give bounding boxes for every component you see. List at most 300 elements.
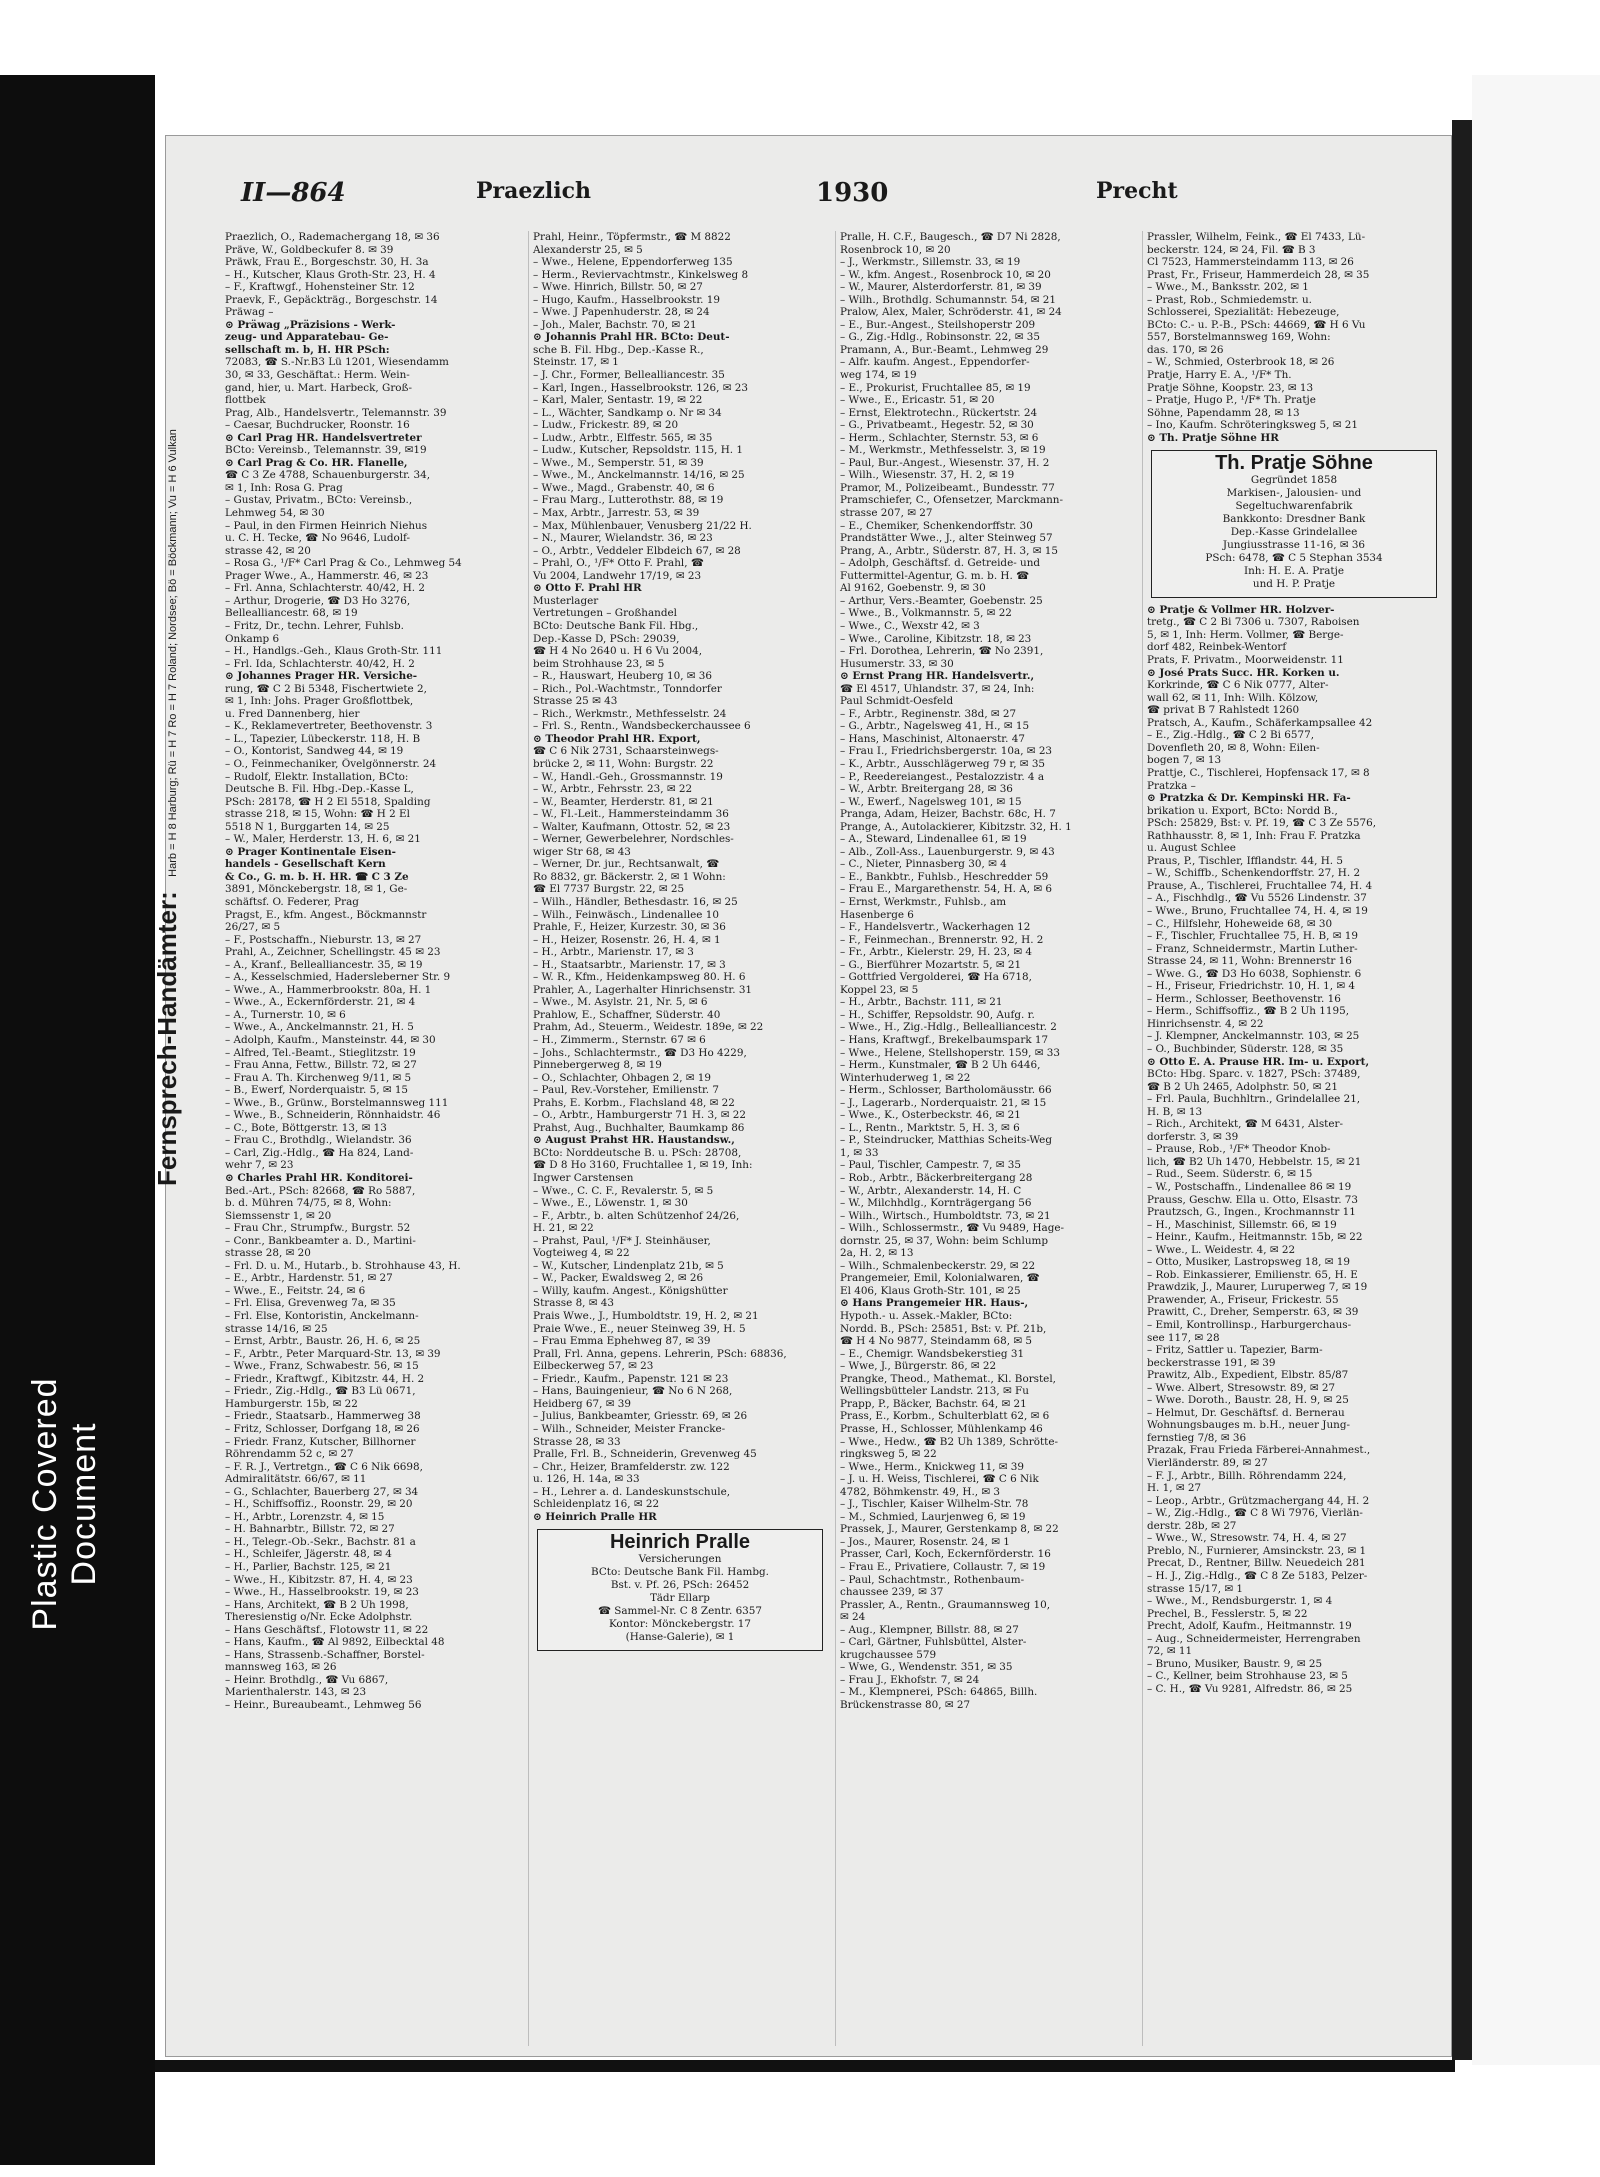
- directory-entry: Wellingsbütteler Landstr. 213, ✉ Fu: [840, 1385, 1029, 1398]
- advertisement-line: Dep.-Kasse Grindelallee: [1230, 525, 1358, 538]
- directory-entry: brikation u. Export, BCto: Nordd B.,: [1147, 804, 1338, 817]
- directory-entry: ✉ 24: [840, 1611, 866, 1624]
- directory-entry: derstr. 28b, ✉ 27: [1147, 1519, 1237, 1532]
- directory-entry: Prass, E., Korbm., Schulterblatt 62, ✉ 6: [840, 1410, 1050, 1423]
- directory-entry: ⊙ Heinrich Pralle HR: [533, 1510, 657, 1523]
- directory-entry: Prassek, J., Maurer, Gerstenkamp 8, ✉ 22: [840, 1523, 1059, 1536]
- directory-entry: Eilbeckerweg 57, ✉ 23: [533, 1360, 654, 1373]
- directory-entry: – Wwe., Magd., Grabenstr. 40, ✉ 6: [533, 481, 715, 494]
- directory-entry: ringksweg 5, ✉ 22: [840, 1448, 937, 1461]
- directory-entry: – Julius, Bankbeamter, Griesstr. 69, ✉ 26: [533, 1410, 748, 1423]
- directory-entry: – Wwe. Albert, Stresowstr. 89, ✉ 27: [1147, 1381, 1336, 1394]
- directory-entry: ⊙ Otto F. Prahl HR: [533, 582, 642, 595]
- directory-entry: – C. H., ☎ Vu 9281, Alfredstr. 86, ✉ 25: [1147, 1682, 1353, 1695]
- directory-entry: – Ludw., Frickestr. 89, ✉ 20: [533, 419, 679, 432]
- directory-entry: – W., Maurer, Alsterdorferstr. 81, ✉ 39: [840, 281, 1042, 294]
- header-right-word: Precht: [1096, 178, 1178, 204]
- directory-entry: – M., Schmied, Laurjenweg 6, ✉ 19: [840, 1510, 1026, 1523]
- directory-entry: – Franz, Schneidermstr., Martin Luther-: [1147, 942, 1358, 955]
- directory-entry: ☎ H 4 No 9877, Steindamm 68, ✉ 5: [840, 1335, 1032, 1348]
- directory-entry: – Ernst, Werkmstr., Fuhlsb., am: [840, 895, 1007, 908]
- directory-entry: Pranga, Adam, Heizer, Bachstr. 68c, H. 7: [840, 808, 1056, 821]
- directory-entry: – Otto, Musiker, Lastropsweg 18, ✉ 19: [1147, 1256, 1350, 1269]
- directory-entry: Praevk, F., Gepäckträg., Borgeschstr. 14: [225, 293, 438, 306]
- directory-entry: – Paul, in den Firmen Heinrich Niehus: [225, 519, 428, 532]
- directory-entry: flottbek: [225, 394, 266, 407]
- directory-entry: – Wwe., H., Kibitzstr. 87, H. 4, ✉ 23: [225, 1573, 413, 1586]
- directory-entry: – W., Arbtr. Breitergang 28, ✉ 36: [840, 783, 1013, 796]
- directory-entry: – Frau J., Ekhofstr. 7, ✉ 24: [840, 1673, 980, 1686]
- directory-entry: weg 174, ✉ 19: [840, 369, 917, 382]
- directory-entry: Prapp, P., Bäcker, Bachstr. 64, ✉ 21: [840, 1397, 1027, 1410]
- directory-entry: – Pratje, Hugo P., ¹/F* Th. Pratje: [1147, 394, 1316, 407]
- directory-entry: – Rich., Pol.-Wachtmstr., Tonndorfer: [533, 682, 722, 695]
- directory-entry: – Wwe. G., ☎ D3 Ho 6038, Sophienstr. 6: [1147, 967, 1362, 980]
- directory-entry: – L., Tapezier, Lübeckerstr. 118, H. B: [225, 732, 421, 745]
- directory-entry: Prazak, Frau Frieda Färberei-Annahmest.,: [1147, 1444, 1371, 1457]
- directory-entry: Nordd. B., PSch: 25851, Bst: v. Pf. 21b,: [840, 1322, 1047, 1335]
- directory-entry: mannsweg 163, ✉ 26: [225, 1661, 337, 1674]
- directory-entry: Prangke, Theod., Mathemat., Kl. Borstel,: [840, 1372, 1056, 1385]
- directory-entry: ☎ D 8 Ho 3160, Fruchtallee 1, ✉ 19, Inh:: [533, 1159, 753, 1172]
- directory-entry: 5, ✉ 1, Inh: Herm. Vollmer, ☎ Berge-: [1147, 628, 1344, 641]
- directory-entry: Rosenbrock 10, ✉ 20: [840, 243, 951, 256]
- directory-entry: – L., Rentn., Marktstr. 5, H. 3, ✉ 6: [840, 1121, 1020, 1134]
- directory-entry: Pratsch, A., Kaufm., Schäferkampsallee 42: [1147, 716, 1373, 729]
- directory-entry: u. 126, H. 14a, ✉ 33: [533, 1473, 640, 1486]
- advertisement-line: Tädr Ellarp: [650, 1591, 710, 1604]
- directory-entry: Pralow, Alex, Maler, Schröderstr. 41, ✉ 24: [840, 306, 1062, 319]
- directory-entry: – Wwe., C., Wexstr 42, ✉ 3: [840, 619, 980, 632]
- directory-entry: Röhrendamm 52 c, ✉ 27: [225, 1448, 354, 1461]
- directory-entry: Prahst, Aug., Buchhalter, Baumkamp 86: [533, 1121, 745, 1134]
- directory-entry: 2a, H. 2, ✉ 13: [840, 1247, 914, 1260]
- directory-entry: Strasse 8, ✉ 43: [533, 1297, 615, 1310]
- directory-entry: – Ernst, Arbtr., Baustr. 26, H. 6, ✉ 25: [225, 1335, 421, 1348]
- directory-entry: – Wwe., B., Grünw., Borstelmannsweg 111: [225, 1096, 449, 1109]
- directory-entry: Prauss, Geschw. Ella u. Otto, Elsastr. 73: [1147, 1193, 1359, 1206]
- directory-entry: – F., Arbtr., Reginenstr. 38d, ✉ 27: [840, 707, 1017, 720]
- directory-entry: – Gustav, Privatm., BCto: Vereinsb.,: [225, 494, 413, 507]
- directory-entry: – Wwe., C. C. F., Revalerstr. 5, ✉ 5: [533, 1184, 714, 1197]
- directory-entry: Paul Schmidt-Oesfeld: [840, 695, 954, 708]
- directory-entry: – E., Bankbtr., Fuhlsb., Heschredder 59: [840, 870, 1049, 883]
- directory-entry: Hinrichsenstr. 4, ✉ 22: [1147, 1017, 1264, 1030]
- directory-entry: – Friedr., Staatsarb., Hammerweg 38: [225, 1410, 421, 1423]
- directory-entry: strasse 218, ✉ 15, Wohn: ☎ H 2 El: [225, 808, 410, 821]
- directory-entry: strasse 28, ✉ 20: [225, 1247, 311, 1260]
- directory-entry: Prag, Alb., Handelsvertr., Telemannstr. 39: [225, 406, 447, 419]
- directory-entry: – Fritz, Dr., techn. Lehrer, Fuhlsb.: [225, 619, 404, 632]
- directory-entry: – Wwe., M., Rendsburgerstr. 1, ✉ 4: [1147, 1595, 1333, 1608]
- directory-entry: – Wilh., Wiesenstr. 37, H. 2, ✉ 19: [840, 469, 1015, 482]
- directory-entry: ⊙ Ernst Prang HR. Handelsvertr.,: [840, 670, 1035, 683]
- directory-entry: – F., Feinmechan., Brennerstr. 92, H. 2: [840, 933, 1044, 946]
- directory-entry: – Karl, Ingen., Hasselbrookstr. 126, ✉ 23: [533, 381, 748, 394]
- directory-entry: – Werner, Gewerbelehrer, Nordschles-: [533, 833, 734, 846]
- directory-entry: Prawdzik, J., Maurer, Luruperweg 7, ✉ 19: [1147, 1281, 1368, 1294]
- directory-entry: – W., Arbtr., Alexanderstr. 14, H. C: [840, 1184, 1022, 1197]
- directory-entry: – Wwe., K., Osterbeckstr. 46, ✉ 21: [840, 1109, 1021, 1122]
- directory-entry: rung, ☎ C 2 Bi 5348, Fischertwiete 2,: [225, 682, 427, 695]
- directory-entry: – Wwe., Franz, Schwabestr. 56, ✉ 15: [225, 1360, 419, 1373]
- directory-entry: Koppel 23, ✉ 5: [840, 983, 919, 996]
- directory-entry: Futtermittel-Agentur, G. m. b. H. ☎: [840, 569, 1030, 582]
- directory-entry: – Gottfried Vergolderei, ☎ Ha 6718,: [840, 971, 1032, 984]
- directory-entry: – Frau Chr., Strumpfw., Burgstr. 52: [225, 1222, 411, 1235]
- directory-entry: PSch: 25829, Bst: v. Pf. 19, ☎ C 3 Ze 5576,: [1147, 817, 1377, 830]
- directory-entry: – E., Zig.-Hdlg., ☎ C 2 Bi 6577,: [1147, 729, 1315, 742]
- directory-entry: – Wwe., M., Banksstr. 202, ✉ 1: [1147, 281, 1309, 294]
- directory-entry: – Heinr., Kaufm., Heitmannstr. 15b, ✉ 22: [1147, 1231, 1363, 1244]
- directory-entry: & Co., G. m. b. H. HR. ☎ C 3 Ze: [225, 870, 409, 883]
- directory-entry: – Wilh., Schmalenbeckerstr. 29, ✉ 22: [840, 1259, 1036, 1272]
- directory-entry: ☎ El 7737 Burgstr. 22, ✉ 25: [533, 883, 685, 896]
- directory-entry: Schlosserei, Spezialität: Hebezeuge,: [1147, 306, 1340, 319]
- directory-entry: – Friedr., Zig.-Hdlg., ☎ B3 Lü 0671,: [225, 1385, 416, 1398]
- directory-entry: – Rob. Einkassierer, Emilienstr. 65, H. E: [1147, 1268, 1358, 1281]
- directory-entry: – Wwe., E., Ericastr. 51, ✉ 20: [840, 394, 995, 407]
- directory-entry: – W., Schmied, Osterbrook 18, ✉ 26: [1147, 356, 1335, 369]
- directory-entry: Preblo, N., Furnierer, Amsinckstr. 23, ✉ 1: [1147, 1544, 1367, 1557]
- directory-entry: – Hugo, Kaufm., Hasselbrookstr. 19: [533, 293, 720, 306]
- directory-entry: – Frl. Paula, Buchhltrn., Grindelallee 21,: [1147, 1093, 1361, 1106]
- directory-entry: – Frl. S., Rentn., Wandsbeckerchaussee 6: [533, 720, 751, 733]
- directory-entry: – Friedr., Kaufm., Papenstr. 121 ✉ 23: [533, 1372, 729, 1385]
- directory-entry: lich, ☎ B2 Uh 1470, Hebbelstr. 15, ✉ 21: [1147, 1155, 1362, 1168]
- directory-entry: – Wwe., M., Anckelmannstr. 14/16, ✉ 25: [533, 469, 745, 482]
- directory-entry: Ro 8832, gr. Bäckerstr. 2, ✉ 1 Wohn:: [533, 870, 726, 883]
- directory-entry: ⊙ Otto E. A. Prause HR. Im- u. Export,: [1147, 1055, 1370, 1068]
- directory-entry: – Wwe., E., Feitstr. 24, ✉ 6: [225, 1284, 366, 1297]
- directory-entry: – C., Hilfslehr, Hoheweide 68, ✉ 30: [1147, 917, 1333, 930]
- directory-entry: – Hans, Maschinist, Altonaerstr. 47: [840, 732, 1025, 745]
- directory-entry: – H., Schiffsoffiz., Roonstr. 29, ✉ 20: [225, 1498, 413, 1511]
- directory-entry: – Adolph, Geschäftsf. d. Getreide- und: [840, 557, 1041, 570]
- directory-entry: BCto: Vereinsb., Telemannstr. 39, ✉19: [225, 444, 427, 457]
- overlay-label-main: Plastic Covered Document: [26, 1377, 103, 1631]
- directory-entry: – Frau Marg., Lutterothstr. 88, ✉ 19: [533, 494, 724, 507]
- directory-entry: Pralle, H. C.F., Baugesch., ☎ D7 Ni 2828,: [840, 231, 1061, 243]
- advertisement-line: Segeltuchwarenfabrik: [1235, 499, 1353, 512]
- directory-entry: Husumerstr. 33, ✉ 30: [840, 657, 954, 670]
- directory-entry: – Frl. Dorothea, Lehrerin, ☎ No 2391,: [840, 645, 1044, 658]
- directory-entry: Vierländerstr. 89, ✉ 27: [1147, 1457, 1268, 1470]
- directory-entry: 4782, Böhmkenstr. 49, H., ✉ 3: [840, 1485, 1000, 1498]
- directory-entry: – C., Bote, Böttgerstr. 13, ✉ 13: [225, 1121, 387, 1134]
- directory-entry: – Max, Arbtr., Jarrestr. 53, ✉ 39: [533, 507, 700, 520]
- directory-entry: gand, hier, u. Mart. Harbeck, Groß-: [225, 381, 412, 394]
- advertisement-box: [537, 1529, 823, 1651]
- directory-entry: – J., Lagerarb., Norderquaistr. 21, ✉ 15: [840, 1096, 1047, 1109]
- advertisement-line: Inh: H. E. A. Pratje: [1244, 564, 1344, 577]
- directory-entry: – Karl, Maler, Sentastr. 19, ✉ 22: [533, 394, 703, 407]
- directory-entry: ⊙ Prager Kontinentale Eisen-: [225, 845, 396, 858]
- directory-entry: – Rosa G., ¹/F* Carl Prag & Co., Lehmweg 54: [225, 557, 462, 570]
- directory-entry: – P., Reedereiangest., Pestalozzistr. 4 a: [840, 770, 1045, 783]
- advertisement-line: Bankkonto: Dresdner Bank: [1222, 512, 1366, 525]
- directory-entry: Strasse 28, ✉ 33: [533, 1435, 621, 1448]
- directory-entry: Admiralitätstr. 66/67, ✉ 11: [225, 1473, 367, 1486]
- directory-entry: Prawitt, C., Dreher, Semperstr. 63, ✉ 39: [1147, 1306, 1359, 1319]
- directory-entry: – Wwe., A., Eckernförderstr. 21, ✉ 4: [225, 996, 416, 1009]
- advertisement-line: Jungiusstrasse 11-16, ✉ 36: [1222, 538, 1366, 551]
- directory-entry: – Frau Emma Ephehweg 87, ✉ 39: [533, 1335, 711, 1348]
- directory-entry: – W., Milchhdlg., Kornträgergang 56: [840, 1197, 1032, 1210]
- directory-entry: – A., Steward, Lindenallee 61, ✉ 19: [840, 833, 1027, 846]
- directory-entry: – J., Tischler, Kaiser Wilhelm-Str. 78: [840, 1498, 1029, 1511]
- directory-entry: – Wwe., Helene, Eppendorferweg 135: [533, 256, 733, 269]
- directory-entry: – H., Schleifer, Jägerstr. 48, ✉ 4: [225, 1548, 392, 1561]
- directory-entry: – Fritz, Sattler u. Tapezier, Barm-: [1147, 1344, 1323, 1357]
- directory-entry: – Wwe., H., Zig.-Hdlg., Bellealliancestr. 2: [840, 1021, 1057, 1034]
- directory-entry: – F., Kraftwgf., Hohensteiner Str. 12: [225, 281, 415, 294]
- directory-entry: dornstr. 25, ✉ 37, Wohn: beim Schlump: [840, 1234, 1049, 1247]
- directory-entry: – W., Schiffb., Schenkendorffstr. 27, H. 2: [1147, 867, 1361, 880]
- directory-entry: Prahlow, E., Schaffner, Süderstr. 40: [533, 1008, 721, 1021]
- directory-entry: Strasse 24, ✉ 11, Wohn: Brennerstr 16: [1147, 955, 1352, 968]
- directory-entry: Prasser, Carl, Koch, Eckernförderstr. 16: [840, 1548, 1051, 1561]
- left-black-background: [0, 75, 155, 2165]
- directory-entry: – Rob., Arbtr., Bäckerbreitergang 28: [840, 1172, 1033, 1185]
- directory-entry: Prahl, Heinr., Töpfermstr., ☎ M 8822: [533, 231, 731, 243]
- directory-entry: – Wwe., M., Semperstr. 51, ✉ 39: [533, 456, 704, 469]
- directory-entry: – H., Friseur, Friedrichstr. 10, H. 1, ✉ 4: [1147, 980, 1355, 993]
- directory-entry: – Frau A. Th. Kirchenweg 9/11, ✉ 5: [225, 1071, 412, 1084]
- directory-entry: Cl 7523, Hammersteindamm 113, ✉ 26: [1147, 256, 1354, 269]
- directory-entry: – G., Schlachter, Bauerberg 27, ✉ 34: [225, 1485, 419, 1498]
- directory-entry: – Hans, Bauingenieur, ☎ No 6 N 268,: [533, 1385, 733, 1398]
- directory-entry: – E., Arbtr., Hardenstr. 51, ✉ 27: [225, 1272, 393, 1285]
- directory-entry: schäftsf. O. Federer, Prag: [225, 895, 359, 908]
- directory-entry: – Frau Anna, Fettw., Billstr. 72, ✉ 27: [225, 1059, 417, 1072]
- directory-entry: – Bruno, Musiker, Baustr. 9, ✉ 25: [1147, 1657, 1323, 1670]
- fernsprech-codes: Harb = H 8 Harburg; Rü = H 7 Ro = H 7 Roland; Nordsee; Bö = Böckmann; Vu = H 6 Vulkan: [167, 429, 179, 877]
- directory-entry: – Frl. Elisa, Grevenweg 7a, ✉ 35: [225, 1297, 396, 1310]
- directory-entry: BCto: Norddeutsche B. u. PSch: 28708,: [533, 1146, 742, 1159]
- directory-entry: – Wilh., Brothdlg. Schumannstr. 54, ✉ 21: [840, 293, 1056, 306]
- directory-entry: – A., Fischhdlg., ☎ Vu 5526 Lindenstr. 37: [1147, 892, 1367, 905]
- directory-entry: – Paul, Schachtmstr., Rothenbaum-: [840, 1573, 1025, 1586]
- directory-entry: Pinnebergerweg 8, ✉ 19: [533, 1059, 662, 1072]
- directory-entry: – W. R., Kfm., Heidenkampsweg 80. H. 6: [533, 971, 746, 984]
- directory-entry: Alexanderstr 25, ✉ 5: [533, 243, 643, 256]
- directory-entry: Hasenberge 6: [840, 908, 914, 921]
- directory-entry: fernstieg 7/8, ✉ 36: [1147, 1431, 1247, 1444]
- directory-entry: chaussee 239, ✉ 37: [840, 1586, 944, 1599]
- directory-entry: – H., Parlier, Bachstr. 125, ✉ 21: [225, 1560, 392, 1573]
- directory-entry: Ingwer Carstensen: [533, 1172, 634, 1185]
- directory-entry: Pralle, Frl. B., Schneiderin, Grevenweg 45: [533, 1448, 757, 1461]
- directory-entry: – H., Maschinist, Sillemstr. 66, ✉ 19: [1147, 1218, 1337, 1231]
- directory-entry: Prawitz, Alb., Expedient, Elbstr. 85/87: [1147, 1369, 1349, 1382]
- directory-entry: – Wilh., Händler, Bethesdastr. 16, ✉ 25: [533, 895, 738, 908]
- directory-entry: Pratje, Harry E. A., ¹/F* Th.: [1147, 369, 1292, 382]
- directory-entry: Winterhuderweg 1, ✉ 22: [840, 1071, 971, 1084]
- directory-entry: Bed.-Art., PSch: 82668, ☎ Ro 5887,: [225, 1184, 416, 1197]
- page-header: [166, 136, 1451, 208]
- directory-entry: – W., kfm. Angest., Rosenbrock 10, ✉ 20: [840, 268, 1051, 281]
- directory-entry: – F., Handelsvertr., Wackerhagen 12: [840, 921, 1031, 934]
- directory-entry: – P., Steindrucker, Matthias Scheits-Weg: [840, 1134, 1052, 1147]
- directory-entry: – W., Packer, Ewaldsweg 2, ✉ 26: [533, 1272, 704, 1285]
- advertisement-line: Kontor: Mönckebergstr. 17: [608, 1617, 752, 1630]
- directory-entry: – Rich., Architekt, ☎ M 6431, Alster-: [1147, 1118, 1343, 1131]
- directory-entry: Prangemeier, Emil, Kolonialwaren, ☎: [840, 1272, 1040, 1285]
- advertisement-line: Markisen-, Jalousien- und: [1226, 486, 1362, 499]
- directory-entry: – Rud., Seem. Süderstr. 6, ✉ 15: [1147, 1168, 1313, 1181]
- directory-entry: Pratje Söhne, Koopstr. 23, ✉ 13: [1147, 381, 1314, 394]
- directory-entry: Pramor, M., Polizeibeamt., Bundesstr. 77: [840, 481, 1055, 494]
- directory-entry: ☎ B 2 Uh 2465, Adolphstr. 50, ✉ 21: [1147, 1080, 1338, 1093]
- directory-entry: – Wilh., Schneider, Meister Francke-: [533, 1422, 726, 1435]
- directory-entry: BCto: C.- u. P.-B., PSch: 44669, ☎ H 6 Vu: [1147, 318, 1366, 331]
- directory-entry: – E., Chemigr. Wandsbekerstieg 31: [840, 1347, 1025, 1360]
- directory-entry: handels - Gesellschaft Kern: [225, 858, 386, 871]
- advertisement-line: Versicherungen: [638, 1552, 722, 1565]
- directory-entry: – H., Kutscher, Klaus Groth-Str. 23, H. 4: [225, 268, 436, 281]
- directory-entry: – Prahst, Paul, ¹/F* J. Steinhäuser,: [533, 1234, 711, 1247]
- directory-entry: – M., Klempnerei, PSch: 64865, Billh.: [840, 1686, 1038, 1699]
- directory-entry: – Frau E., Privatiere, Collaustr. 7, ✉ 19: [840, 1560, 1046, 1573]
- directory-entry: Prassler, A., Rentn., Graumannsweg 10,: [840, 1598, 1051, 1611]
- directory-entry: – Frl. Anna, Schlachterstr. 40/42, H. 2: [225, 582, 426, 595]
- advertisement-box: [1151, 450, 1437, 598]
- directory-entry: PSch: 28178, ☎ H 2 El 5518, Spalding: [225, 795, 431, 808]
- directory-entry: – H., Heizer, Rosenstr. 26, H. 4, ✉ 1: [533, 933, 721, 946]
- directory-entry: – H., Arbtr., Lorenzstr. 4, ✉ 15: [225, 1510, 385, 1523]
- directory-entry: – Prast, Rob., Schmiedemstr. u.: [1147, 293, 1312, 306]
- directory-entry: – O., Buchbinder, Süderstr. 128, ✉ 35: [1147, 1042, 1344, 1055]
- directory-entry: 72, ✉ 11: [1147, 1645, 1193, 1658]
- directory-entry: – Wwe., E., Löwenstr. 1, ✉ 30: [533, 1197, 688, 1210]
- directory-entry: – J. Klempner, Anckelmannstr. 103, ✉ 25: [1147, 1030, 1360, 1043]
- directory-entry: ☎ El 4517, Uhlandstr. 37, ✉ 24, Inh:: [840, 682, 1035, 695]
- bottom-dark-edge: [155, 2060, 1455, 2072]
- directory-entry: – A., Kesselschmied, Hadersleberner Str. 9: [225, 971, 451, 984]
- advertisement-title: Th. Pratje Söhne: [1215, 452, 1373, 475]
- directory-entry: see 117, ✉ 28: [1147, 1331, 1220, 1344]
- directory-entry: 5518 N 1, Burggarten 14, ✉ 25: [225, 820, 390, 833]
- directory-entry: – Caesar, Buchdrucker, Roonstr. 16: [225, 419, 410, 432]
- directory-entry: Prause, A., Tischlerei, Fruchtallee 74, H. 4: [1147, 879, 1373, 892]
- directory-entry: – W., Handl.-Geh., Grossmannstr. 19: [533, 770, 723, 783]
- directory-entry: ⊙ Charles Prahl HR. Konditorei-: [225, 1172, 413, 1185]
- directory-entry: dorf 482, Reinbek-Wentorf: [1147, 641, 1287, 654]
- directory-entry: Siemssenstr 1, ✉ 20: [225, 1209, 332, 1222]
- directory-entry: – C., Kellner, beim Strohhause 23, ✉ 5: [1147, 1670, 1348, 1683]
- advertisement-title: Heinrich Pralle: [609, 1531, 751, 1554]
- directory-entry: – Arthur, Drogerie, ☎ D3 Ho 3276,: [225, 594, 411, 607]
- directory-entry: – J., Werkmstr., Sillemstr. 33, ✉ 19: [840, 256, 1021, 269]
- directory-entry: strasse 15/17, ✉ 1: [1147, 1582, 1243, 1595]
- directory-entry: – Emil, Kontrollinsp., Harburgerchaus-: [1147, 1319, 1352, 1332]
- directory-entry: – O., Arbtr., Veddeler Elbdeich 67, ✉ 28: [533, 544, 741, 557]
- directory-entry: Heidberg 67, ✉ 39: [533, 1397, 631, 1410]
- directory-entry: – G., Zig.-Hdlg., Robinsonstr. 22, ✉ 35: [840, 331, 1040, 344]
- directory-entry: – W., Zig.-Hdlg., ☎ C 8 Wi 7976, Vierlän-: [1147, 1507, 1363, 1520]
- directory-entry: – Alfr. kaufm. Angest., Eppendorfer-: [840, 356, 1030, 369]
- directory-entry: – H., Zimmerm., Sternstr. 67 ✉ 6: [533, 1034, 706, 1046]
- directory-entry: – Herm., Schlosser, Bartholomäusstr. 66: [840, 1084, 1052, 1097]
- directory-entry: Korkrinde, ☎ C 6 Nik 0777, Alter-: [1147, 679, 1329, 692]
- directory-entry: – Wwe., Herm., Knickweg 11, ✉ 39: [840, 1460, 1025, 1473]
- advertisement-line: Bst. v. Pf. 26, PSch: 26452: [610, 1578, 750, 1591]
- directory-entry: ⊙ August Prahst HR. Haustandsw.,: [533, 1134, 735, 1147]
- directory-entry: – E., Bur.-Angest., Steilshoperstr 209: [840, 318, 1036, 331]
- directory-entry: – Wwe. Hinrich, Billstr. 50, ✉ 27: [533, 281, 703, 294]
- advertisement-line: BCto: Deutsche Bank Fil. Hambg.: [591, 1565, 769, 1578]
- directory-entry: ☎ C 6 Nik 2731, Schaarsteinwegs-: [533, 745, 719, 758]
- directory-entry: – Wwe, J., Bürgerstr. 86, ✉ 22: [840, 1360, 997, 1373]
- directory-entry: 3891, Mönckebergstr. 18, ✉ 1, Ge-: [225, 883, 408, 896]
- directory-entry: Pragst, E., kfm. Angest., Böckmannstr: [225, 908, 427, 921]
- directory-entry: – Wwe., Bruno, Fruchtallee 74, H. 4, ✉ 19: [1147, 904, 1368, 917]
- directory-entry: – J. Chr., Former, Bellealliancestr. 35: [533, 369, 725, 382]
- directory-entry: – Wwe., H., Hasselbrookstr. 19, ✉ 23: [225, 1586, 419, 1599]
- directory-entry: – F., Arbtr., Peter Marquard-Str. 13, ✉ 39: [225, 1347, 441, 1360]
- directory-entry: Dovenfleth 20, ✉ 8, Wohn: Eilen-: [1147, 741, 1320, 754]
- directory-entry: – A., Turnerstr. 10, ✉ 6: [225, 1008, 346, 1021]
- directory-entry: Musterlager: [533, 594, 599, 607]
- directory-entry: 557, Borstelmannsweg 169, Wohn:: [1147, 331, 1331, 344]
- directory-entry: – Herm., Kunstmaler, ☎ B 2 Uh 6446,: [840, 1059, 1041, 1072]
- directory-entry: Rathhausstr. 8, ✉ 1, Inh: Frau F. Pratzka: [1147, 829, 1361, 842]
- directory-entry: – Hans, Architekt, ☎ B 2 Uh 1998,: [225, 1598, 409, 1611]
- directory-entry: – Wwe., B., Volkmannstr. 5, ✉ 22: [840, 607, 1012, 620]
- directory-entry: – Adolph, Kaufm., Mansteinstr. 44, ✉ 30: [225, 1034, 436, 1046]
- directory-entry: Wohnungsbauges m. b.H., neuer Jung-: [1147, 1419, 1351, 1432]
- directory-entry: – J. u. H. Weiss, Tischlerei, ☎ C 6 Nik: [840, 1473, 1039, 1486]
- directory-entry: Prawender, A., Friseur, Frickestr. 55: [1147, 1293, 1339, 1306]
- directory-entry: 1, ✉ 33: [840, 1146, 879, 1159]
- directory-entry: sche B. Fil. Hbg., Dep.-Kasse R.,: [533, 343, 704, 356]
- directory-entry: – Paul, Tischler, Campestr. 7, ✉ 35: [840, 1159, 1022, 1172]
- directory-entry: Prast, Fr., Friseur, Hammerdeich 28, ✉ 35: [1147, 268, 1370, 281]
- directory-entry: Vertretungen – Großhandel: [533, 607, 677, 620]
- directory-entry: – H., Arbtr., Bachstr. 111, ✉ 21: [840, 996, 1003, 1009]
- directory-entry: Brückenstrasse 80, ✉ 27: [840, 1698, 971, 1711]
- directory-entry: Schleidenplatz 16, ✉ 22: [533, 1498, 660, 1511]
- directory-entry: – Prause, Rob., ¹/F* Theodor Knob-: [1147, 1143, 1331, 1156]
- directory-entry: ⊙ Th. Pratje Söhne HR: [1147, 431, 1279, 444]
- directory-entry: – N., Maurer, Wielandstr. 36, ✉ 23: [533, 532, 713, 545]
- directory-entry: – Aug., Klempner, Billstr. 88, ✉ 27: [840, 1623, 1019, 1636]
- directory-entry: ⊙ Pratje & Vollmer HR. Holzver-: [1147, 603, 1335, 616]
- directory-entry: Pramschiefer, C., Ofensetzer, Marckmann-: [840, 494, 1064, 507]
- directory-entry: – H., Staatsarbtr., Marienstr. 17, ✉ 3: [533, 958, 726, 971]
- directory-entry: brücke 2, ✉ 11, Wohn: Burgstr. 22: [533, 757, 714, 770]
- directory-entry: Prechel, B., Fesslerstr. 5, ✉ 22: [1147, 1607, 1308, 1620]
- directory-entry: Praie Wwe., E., neuer Steinweg 39, H. 5: [533, 1322, 746, 1335]
- directory-entry: 30, ✉ 33, Geschäftat.: Herm. Wein-: [225, 369, 410, 382]
- directory-entry: – Frau I., Friedrichsbergerstr. 10a, ✉ 23: [840, 745, 1053, 758]
- directory-entry: – O., Feinmechaniker, Övelgönnerstr. 24: [225, 757, 437, 770]
- directory-entry: – Wwe., M. Asylstr. 21, Nr. 5, ✉ 6: [533, 996, 708, 1009]
- directory-entry: – Prahl, O., ¹/F* Otto F. Prahl, ☎: [533, 557, 704, 570]
- directory-entry: – W., Beamter, Herderstr. 81, ✉ 21: [533, 795, 714, 808]
- directory-entry: – Frl. Ida, Schlachterstr. 40/42, H. 2: [225, 657, 415, 670]
- directory-entry: – R., Hauswart, Heuberg 10, ✉ 36: [533, 670, 713, 683]
- directory-entry: – Wilh., Feinwäsch., Lindenallee 10: [533, 908, 719, 921]
- directory-entry: Vu 2004, Landwehr 17/19, ✉ 23: [533, 569, 702, 582]
- directory-entry: Prahl, A., Zeichner, Schellingstr. 45 ✉ 23: [225, 946, 441, 959]
- directory-entry: – C., Nieter, Pinnasberg 30, ✉ 4: [840, 858, 1007, 871]
- directory-entry: – H., Lehrer a. d. Landeskunstschule,: [533, 1485, 731, 1498]
- directory-entry: ⊙ Präwag „Präzisions - Werk-: [225, 318, 396, 331]
- directory-entry: sellschaft m. b, H. HR PSch:: [225, 343, 390, 356]
- column-4: [1142, 231, 1445, 2046]
